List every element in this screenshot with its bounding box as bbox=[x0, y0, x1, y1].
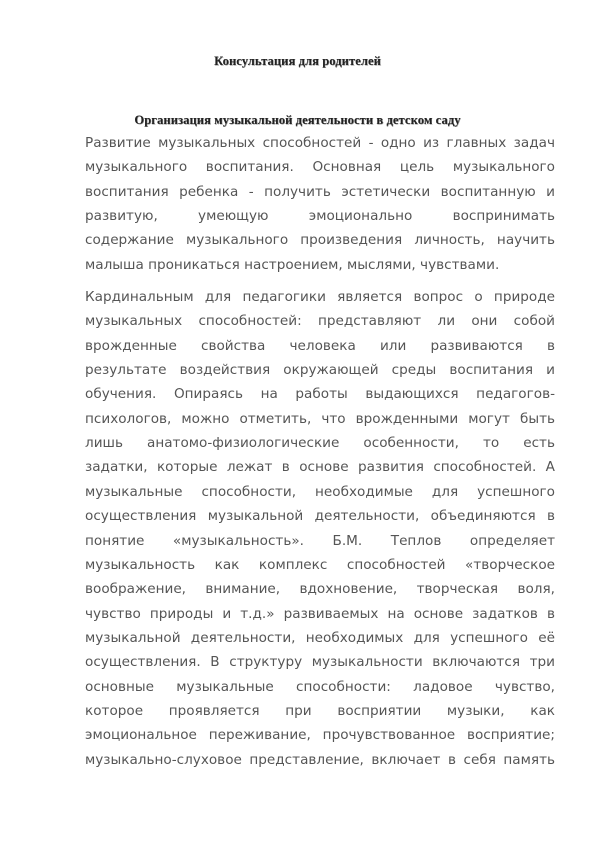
text-line: которое проявляется при восприятии музыки, как bbox=[85, 702, 555, 719]
paragraph-1 bbox=[85, 131, 555, 277]
text-line: музыкальные способности, необходимые для успешного bbox=[85, 483, 555, 500]
text-line: музыкально-слуховое представление, включает в себя память bbox=[85, 751, 555, 768]
text-line: музыкальной деятельности, необходимых для успешного её bbox=[85, 629, 555, 646]
text-line: содержание музыкального произведения личность, научить bbox=[85, 232, 555, 249]
text-line: Кардинальным для педагогики является вопрос о природе bbox=[85, 289, 555, 306]
text-line: обучения. Опираясь на работы выдающихся педагогов- bbox=[85, 386, 555, 403]
text-line: чувство природы и т.д.» развиваемых на основе задатков в bbox=[85, 605, 555, 622]
text-line: психологов, можно отметить, что врожденными могут быть bbox=[85, 410, 555, 427]
text-line: малыша проникаться настроением, мыслями, чувствами. bbox=[85, 256, 500, 273]
text-line: Развитие музыкальных способностей - одно из главных задач bbox=[85, 135, 555, 151]
document-subtitle: Организация музыкальной деятельности в детском саду bbox=[134, 113, 461, 127]
text-line: воображение, внимание, вдохновение, творческая воля, bbox=[85, 581, 555, 598]
text-line: музыкальность как комплекс способностей «творческое bbox=[85, 556, 555, 573]
text-line: воспитания ребенка - получить эстетически воспитанную и bbox=[85, 183, 555, 200]
document-title: Консультация для родителей bbox=[214, 54, 381, 68]
text-line: осуществления. В структуру музыкальности включаются три bbox=[85, 654, 555, 671]
text-line: лишь анатомо-физиологические особенности, то есть bbox=[85, 435, 555, 452]
text-line: основные музыкальные способности: ладовое чувство, bbox=[85, 678, 555, 695]
text-line: эмоциональное переживание, прочувствованное восприятие; bbox=[85, 727, 555, 744]
text-line: врожденные свойства человека или развиваются в bbox=[85, 337, 555, 354]
document-body bbox=[85, 131, 555, 772]
text-line: понятие «музыкальность». Б.М. Теплов определяет bbox=[85, 532, 555, 549]
text-line: музыкальных способностей: представляют ли они собой bbox=[85, 313, 555, 330]
paragraph-spacer bbox=[85, 277, 555, 285]
text-line: осуществления музыкальной деятельности, объединяются в bbox=[85, 508, 555, 525]
text-line: результате воздействия окружающей среды воспитания и bbox=[85, 362, 555, 379]
text-line: задатки, которые лежат в основе развития способностей. А bbox=[85, 459, 555, 476]
paragraph-2 bbox=[85, 285, 555, 772]
text-line: развитую, умеющую эмоционально воспринимать bbox=[85, 208, 555, 225]
text-line: музыкального воспитания. Основная цель музыкального bbox=[85, 159, 555, 176]
